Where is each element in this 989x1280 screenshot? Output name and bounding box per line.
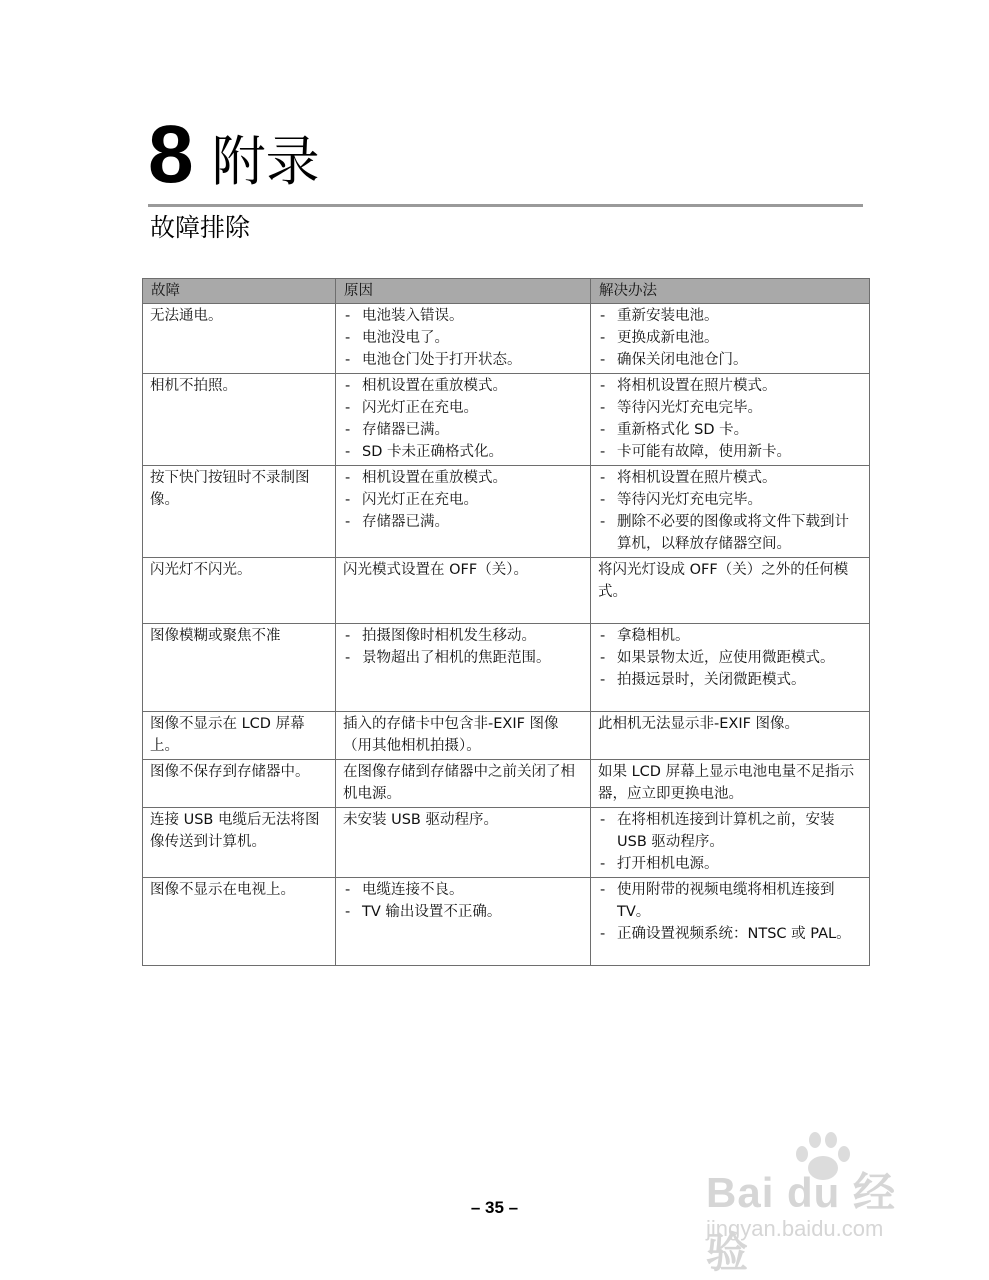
section-title: 故障排除 [150, 213, 251, 242]
list-item: - 使用附带的视频电缆将相机连接到 TV。 [598, 879, 862, 923]
cause-cell [336, 374, 591, 466]
problem-cell: 图像不保存到存储器中。 [143, 760, 336, 808]
column-header-cause: 原因 [336, 279, 591, 304]
list-item: - 拍摄远景时，关闭微距模式。 [598, 669, 862, 691]
list-item: - 相机设置在重放模式。 [343, 375, 583, 397]
list-item: - 卡可能有故障，使用新卡。 [598, 441, 862, 463]
problem-cell: 连接 USB 电缆后无法将图像传送到计算机。 [143, 808, 336, 878]
solution-cell [591, 808, 870, 878]
list-item: - 删除不必要的图像或将文件下载到计算机，以释放存储器空间。 [598, 511, 862, 555]
problem-cell: 无法通电。 [143, 304, 336, 374]
solution-list [598, 625, 862, 691]
table-header-row [143, 279, 870, 304]
solution-list [598, 375, 862, 463]
solution-cell [591, 304, 870, 374]
list-item: - 拿稳相机。 [598, 625, 862, 647]
list-item: - 确保关闭电池仓门。 [598, 349, 862, 371]
chapter-title: 附录 [211, 130, 320, 193]
cause-cell: 未安装 USB 驱动程序。 [336, 808, 591, 878]
list-item: - 相机设置在重放模式。 [343, 467, 583, 489]
list-item: - SD 卡未正确格式化。 [343, 441, 583, 463]
list-item: - 等待闪光灯充电完毕。 [598, 397, 862, 419]
cause-list [343, 467, 583, 533]
list-item: - 电池没电了。 [343, 327, 583, 349]
solution-cell: 此相机无法显示非-EXIF 图像。 [591, 712, 870, 760]
list-item: - 拍摄图像时相机发生移动。 [343, 625, 583, 647]
table-row [143, 808, 870, 878]
watermark-brand: Bai du 经验 [706, 1169, 897, 1276]
list-item: - 景物超出了相机的焦距范围。 [343, 647, 583, 669]
cause-cell [336, 878, 591, 966]
column-header-solution: 解决办法 [591, 279, 870, 304]
problem-cell: 按下快门按钮时不录制图像。 [143, 466, 336, 558]
list-item: - 闪光灯正在充电。 [343, 397, 583, 419]
problem-cell: 图像不显示在 LCD 屏幕上。 [143, 712, 336, 760]
baidu-jingyan-watermark [706, 1150, 936, 1276]
list-item: - 电池仓门处于打开状态。 [343, 349, 583, 371]
list-item: - 存储器已满。 [343, 419, 583, 441]
problem-cell: 图像不显示在电视上。 [143, 878, 336, 966]
solution-list [598, 305, 862, 371]
cause-cell [336, 304, 591, 374]
table-row [143, 712, 870, 760]
list-item: - 将相机设置在照片模式。 [598, 375, 862, 397]
list-item: - 打开相机电源。 [598, 853, 862, 875]
cause-list [343, 305, 583, 371]
solution-cell [591, 624, 870, 712]
chapter-number: 8 [148, 109, 194, 200]
table-row [143, 878, 870, 966]
cause-cell [336, 624, 591, 712]
page-number: – 35 – [470, 1198, 519, 1217]
table-row [143, 466, 870, 558]
list-item: - 电池装入错误。 [343, 305, 583, 327]
cause-cell: 闪光模式设置在 OFF（关）。 [336, 558, 591, 624]
solution-cell: 如果 LCD 屏幕上显示电池电量不足指示器，应立即更换电池。 [591, 760, 870, 808]
list-item: - 重新格式化 SD 卡。 [598, 419, 862, 441]
table-row [143, 304, 870, 374]
list-item: - 存储器已满。 [343, 511, 583, 533]
solution-cell [591, 466, 870, 558]
cause-list [343, 879, 583, 923]
list-item: - 等待闪光灯充电完毕。 [598, 489, 862, 511]
problem-cell: 闪光灯不闪光。 [143, 558, 336, 624]
cause-cell: 在图像存储到存储器中之前关闭了相机电源。 [336, 760, 591, 808]
list-item: - 将相机设置在照片模式。 [598, 467, 862, 489]
table-row [143, 624, 870, 712]
solution-list [598, 467, 862, 555]
solution-cell: 将闪光灯设成 OFF（关）之外的任何模式。 [591, 558, 870, 624]
column-header-problem: 故障 [143, 279, 336, 304]
watermark-url: jingyan.baidu.com [706, 1216, 884, 1241]
troubleshooting-table [142, 278, 870, 966]
list-item: - 电缆连接不良。 [343, 879, 583, 901]
table-row [143, 374, 870, 466]
heading-divider [148, 204, 863, 207]
problem-cell: 相机不拍照。 [143, 374, 336, 466]
cause-cell [336, 466, 591, 558]
problem-cell: 图像模糊或聚焦不准 [143, 624, 336, 712]
chapter-heading [148, 96, 320, 200]
cause-cell: 插入的存储卡中包含非-EXIF 图像（用其他相机拍摄）。 [336, 712, 591, 760]
list-item: - 更换成新电池。 [598, 327, 862, 349]
solution-cell [591, 878, 870, 966]
solution-list [598, 879, 862, 945]
list-item: - 闪光灯正在充电。 [343, 489, 583, 511]
list-item: - 如果景物太近，应使用微距模式。 [598, 647, 862, 669]
list-item: - 正确设置视频系统：NTSC 或 PAL。 [598, 923, 862, 945]
solution-cell [591, 374, 870, 466]
list-item: - 重新安装电池。 [598, 305, 862, 327]
cause-list [343, 625, 583, 669]
cause-list [343, 375, 583, 463]
table-row [143, 760, 870, 808]
table-row [143, 558, 870, 624]
list-item: - 在将相机连接到计算机之前，安装 USB 驱动程序。 [598, 809, 862, 853]
list-item: - TV 输出设置不正确。 [343, 901, 583, 923]
solution-list [598, 809, 862, 875]
